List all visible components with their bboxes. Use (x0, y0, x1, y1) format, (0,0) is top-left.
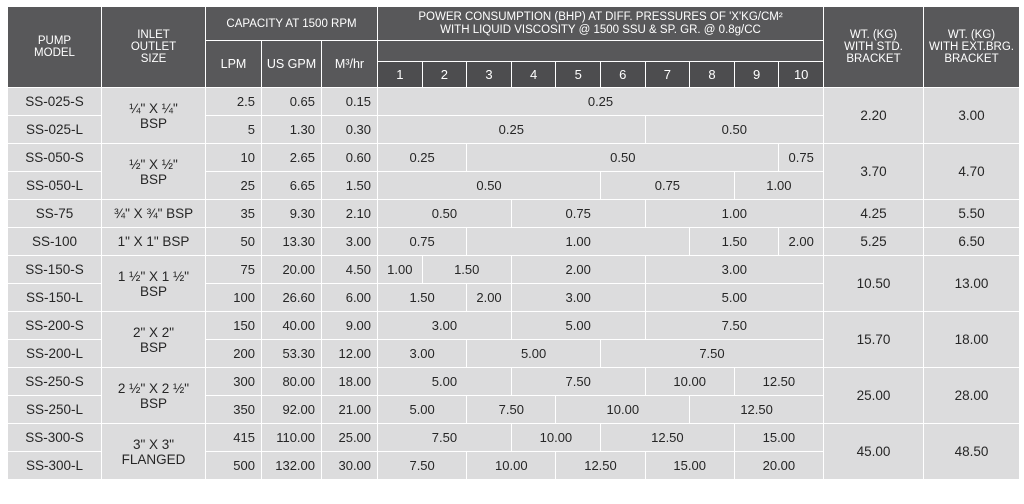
lpm-cell: 500 (206, 452, 262, 480)
lpm-cell: 300 (206, 368, 262, 396)
pump-model-cell: SS-75 (8, 200, 102, 228)
lpm-cell: 35 (206, 200, 262, 228)
power-cell: 7.50 (511, 368, 645, 396)
inlet-outlet-size-cell: ½" X ½" BSP (102, 144, 206, 200)
table-row (8, 144, 1020, 172)
us-gpm-cell: 92.00 (262, 396, 322, 424)
power-cell: 3.00 (511, 284, 645, 312)
pump-model-cell: SS-300-L (8, 452, 102, 480)
m3hr-cell: 2.10 (322, 200, 378, 228)
us-gpm-cell: 40.00 (262, 312, 322, 340)
m3hr-cell: 30.00 (322, 452, 378, 480)
lpm-cell: 25 (206, 172, 262, 200)
header-pressure-8: 8 (690, 62, 735, 88)
power-cell: 5.00 (645, 284, 823, 312)
wt-ext-bracket-cell: 3.00 (923, 88, 1019, 144)
header-wt-std-bracket: WT. (KG) WITH STD. BRACKET (823, 7, 923, 88)
inlet-outlet-size-cell: ¾" X ¾" BSP (102, 200, 206, 228)
power-cell: 7.50 (378, 424, 512, 452)
m3hr-cell: 0.15 (322, 88, 378, 116)
wt-ext-bracket-cell: 28.00 (923, 368, 1019, 424)
power-cell: 1.00 (378, 256, 423, 284)
power-cell: 3.00 (378, 340, 467, 368)
table-header (8, 7, 1020, 88)
us-gpm-cell: 1.30 (262, 116, 322, 144)
us-gpm-cell: 80.00 (262, 368, 322, 396)
lpm-cell: 350 (206, 396, 262, 424)
power-cell: 0.75 (601, 172, 735, 200)
table-row (8, 368, 1020, 396)
lpm-cell: 5 (206, 116, 262, 144)
lpm-cell: 100 (206, 284, 262, 312)
wt-ext-bracket-cell: 5.50 (923, 200, 1019, 228)
us-gpm-cell: 2.65 (262, 144, 322, 172)
inlet-outlet-size-cell: 2" X 2" BSP (102, 312, 206, 368)
table-row (8, 200, 1020, 228)
power-cell: 7.50 (378, 452, 467, 480)
spec-table-container (7, 6, 1020, 480)
header-pressure-2: 2 (422, 62, 467, 88)
lpm-cell: 50 (206, 228, 262, 256)
power-cell: 0.50 (645, 116, 823, 144)
power-cell: 2.00 (511, 256, 645, 284)
pump-model-cell: SS-025-S (8, 88, 102, 116)
power-cell: 12.50 (556, 452, 645, 480)
header-pressure-1: 1 (378, 62, 423, 88)
header-wt-ext-bracket: WT. (KG) WITH EXT.BRG. BRACKET (923, 7, 1019, 88)
power-cell: 10.00 (467, 452, 556, 480)
us-gpm-cell: 20.00 (262, 256, 322, 284)
us-gpm-cell: 13.30 (262, 228, 322, 256)
wt-ext-bracket-cell: 4.70 (923, 144, 1019, 200)
power-cell: 15.00 (645, 452, 734, 480)
wt-std-bracket-cell: 45.00 (823, 424, 923, 480)
us-gpm-cell: 0.65 (262, 88, 322, 116)
power-cell: 10.00 (556, 396, 690, 424)
inlet-outlet-size-cell: 3" X 3" FLANGED (102, 424, 206, 480)
lpm-cell: 2.5 (206, 88, 262, 116)
power-cell: 0.75 (779, 144, 824, 172)
wt-ext-bracket-cell: 13.00 (923, 256, 1019, 312)
header-capacity: CAPACITY AT 1500 RPM (206, 7, 378, 41)
table-row (8, 424, 1020, 452)
header-spacer (378, 41, 824, 62)
header-pressure-3: 3 (467, 62, 512, 88)
wt-ext-bracket-cell: 18.00 (923, 312, 1019, 368)
m3hr-cell: 9.00 (322, 312, 378, 340)
wt-std-bracket-cell: 25.00 (823, 368, 923, 424)
power-cell: 5.00 (378, 396, 467, 424)
power-cell: 5.00 (511, 312, 645, 340)
pump-model-cell: SS-150-L (8, 284, 102, 312)
power-cell: 3.00 (378, 312, 512, 340)
power-cell: 2.00 (779, 228, 824, 256)
power-cell: 0.75 (378, 228, 467, 256)
header-us-gpm: US GPM (262, 41, 322, 88)
lpm-cell: 415 (206, 424, 262, 452)
us-gpm-cell: 110.00 (262, 424, 322, 452)
pump-model-cell: SS-250-L (8, 396, 102, 424)
table-row (8, 256, 1020, 284)
m3hr-cell: 6.00 (322, 284, 378, 312)
inlet-outlet-size-cell: 1 ½" X 1 ½" BSP (102, 256, 206, 312)
header-pressure-10: 10 (779, 62, 824, 88)
table-row (8, 312, 1020, 340)
power-cell: 1.00 (645, 200, 823, 228)
power-cell: 7.50 (645, 312, 823, 340)
pump-model-cell: SS-025-L (8, 116, 102, 144)
pump-model-cell: SS-150-S (8, 256, 102, 284)
m3hr-cell: 1.50 (322, 172, 378, 200)
power-cell: 0.75 (511, 200, 645, 228)
m3hr-cell: 0.30 (322, 116, 378, 144)
power-cell: 1.00 (734, 172, 823, 200)
power-cell: 12.50 (734, 368, 823, 396)
lpm-cell: 10 (206, 144, 262, 172)
inlet-outlet-size-cell: ¼" X ¼" BSP (102, 88, 206, 144)
table-row (8, 228, 1020, 256)
pump-spec-table (7, 6, 1020, 480)
pump-model-cell: SS-050-S (8, 144, 102, 172)
pump-model-cell: SS-200-L (8, 340, 102, 368)
m3hr-cell: 21.00 (322, 396, 378, 424)
power-cell: 12.50 (601, 424, 735, 452)
header-pressure-7: 7 (645, 62, 690, 88)
power-cell: 20.00 (734, 452, 823, 480)
m3hr-cell: 4.50 (322, 256, 378, 284)
header-pressure-4: 4 (511, 62, 556, 88)
power-cell: 5.00 (467, 340, 601, 368)
power-cell: 1.50 (690, 228, 779, 256)
power-cell: 15.00 (734, 424, 823, 452)
header-lpm: LPM (206, 41, 262, 88)
power-cell: 0.50 (378, 172, 601, 200)
inlet-outlet-size-cell: 1" X 1" BSP (102, 228, 206, 256)
wt-ext-bracket-cell: 6.50 (923, 228, 1019, 256)
power-cell: 7.50 (601, 340, 824, 368)
wt-std-bracket-cell: 3.70 (823, 144, 923, 200)
table-row (8, 88, 1020, 116)
us-gpm-cell: 6.65 (262, 172, 322, 200)
m3hr-cell: 18.00 (322, 368, 378, 396)
us-gpm-cell: 9.30 (262, 200, 322, 228)
lpm-cell: 150 (206, 312, 262, 340)
power-cell: 0.50 (467, 144, 779, 172)
pump-model-cell: SS-200-S (8, 312, 102, 340)
power-cell: 0.25 (378, 88, 824, 116)
header-power-consumption: POWER CONSUMPTION (BHP) AT DIFF. PRESSURES OF 'X'KG/CM² WITH LIQUID VISCOSITY @ 1500 SSU & SP. GR. @ 0.8g/CC (378, 7, 824, 41)
table-body (8, 88, 1020, 480)
us-gpm-cell: 26.60 (262, 284, 322, 312)
power-cell: 5.00 (378, 368, 512, 396)
power-cell: 7.50 (467, 396, 556, 424)
pump-model-cell: SS-250-S (8, 368, 102, 396)
pump-model-cell: SS-300-S (8, 424, 102, 452)
header-m3hr: M³/hr (322, 41, 378, 88)
power-cell: 10.00 (511, 424, 600, 452)
wt-std-bracket-cell: 15.70 (823, 312, 923, 368)
header-pressure-5: 5 (556, 62, 601, 88)
m3hr-cell: 3.00 (322, 228, 378, 256)
m3hr-cell: 12.00 (322, 340, 378, 368)
header-inlet-outlet-size: INLET OUTLET SIZE (102, 7, 206, 88)
header-pump-model: PUMP MODEL (8, 7, 102, 88)
lpm-cell: 75 (206, 256, 262, 284)
wt-std-bracket-cell: 5.25 (823, 228, 923, 256)
power-cell: 3.00 (645, 256, 823, 284)
power-cell: 0.25 (378, 144, 467, 172)
power-cell: 0.25 (378, 116, 646, 144)
wt-std-bracket-cell: 4.25 (823, 200, 923, 228)
lpm-cell: 200 (206, 340, 262, 368)
m3hr-cell: 0.60 (322, 144, 378, 172)
power-cell: 10.00 (645, 368, 734, 396)
power-cell: 1.00 (467, 228, 690, 256)
pump-model-cell: SS-050-L (8, 172, 102, 200)
us-gpm-cell: 132.00 (262, 452, 322, 480)
wt-ext-bracket-cell: 48.50 (923, 424, 1019, 480)
m3hr-cell: 25.00 (322, 424, 378, 452)
pump-model-cell: SS-100 (8, 228, 102, 256)
us-gpm-cell: 53.30 (262, 340, 322, 368)
power-cell: 1.50 (422, 256, 511, 284)
header-pressure-9: 9 (734, 62, 779, 88)
power-cell: 12.50 (690, 396, 824, 424)
header-pressure-6: 6 (601, 62, 646, 88)
power-cell: 1.50 (378, 284, 467, 312)
power-cell: 2.00 (467, 284, 512, 312)
wt-std-bracket-cell: 10.50 (823, 256, 923, 312)
power-cell: 0.50 (378, 200, 512, 228)
inlet-outlet-size-cell: 2 ½" X 2 ½" BSP (102, 368, 206, 424)
wt-std-bracket-cell: 2.20 (823, 88, 923, 144)
